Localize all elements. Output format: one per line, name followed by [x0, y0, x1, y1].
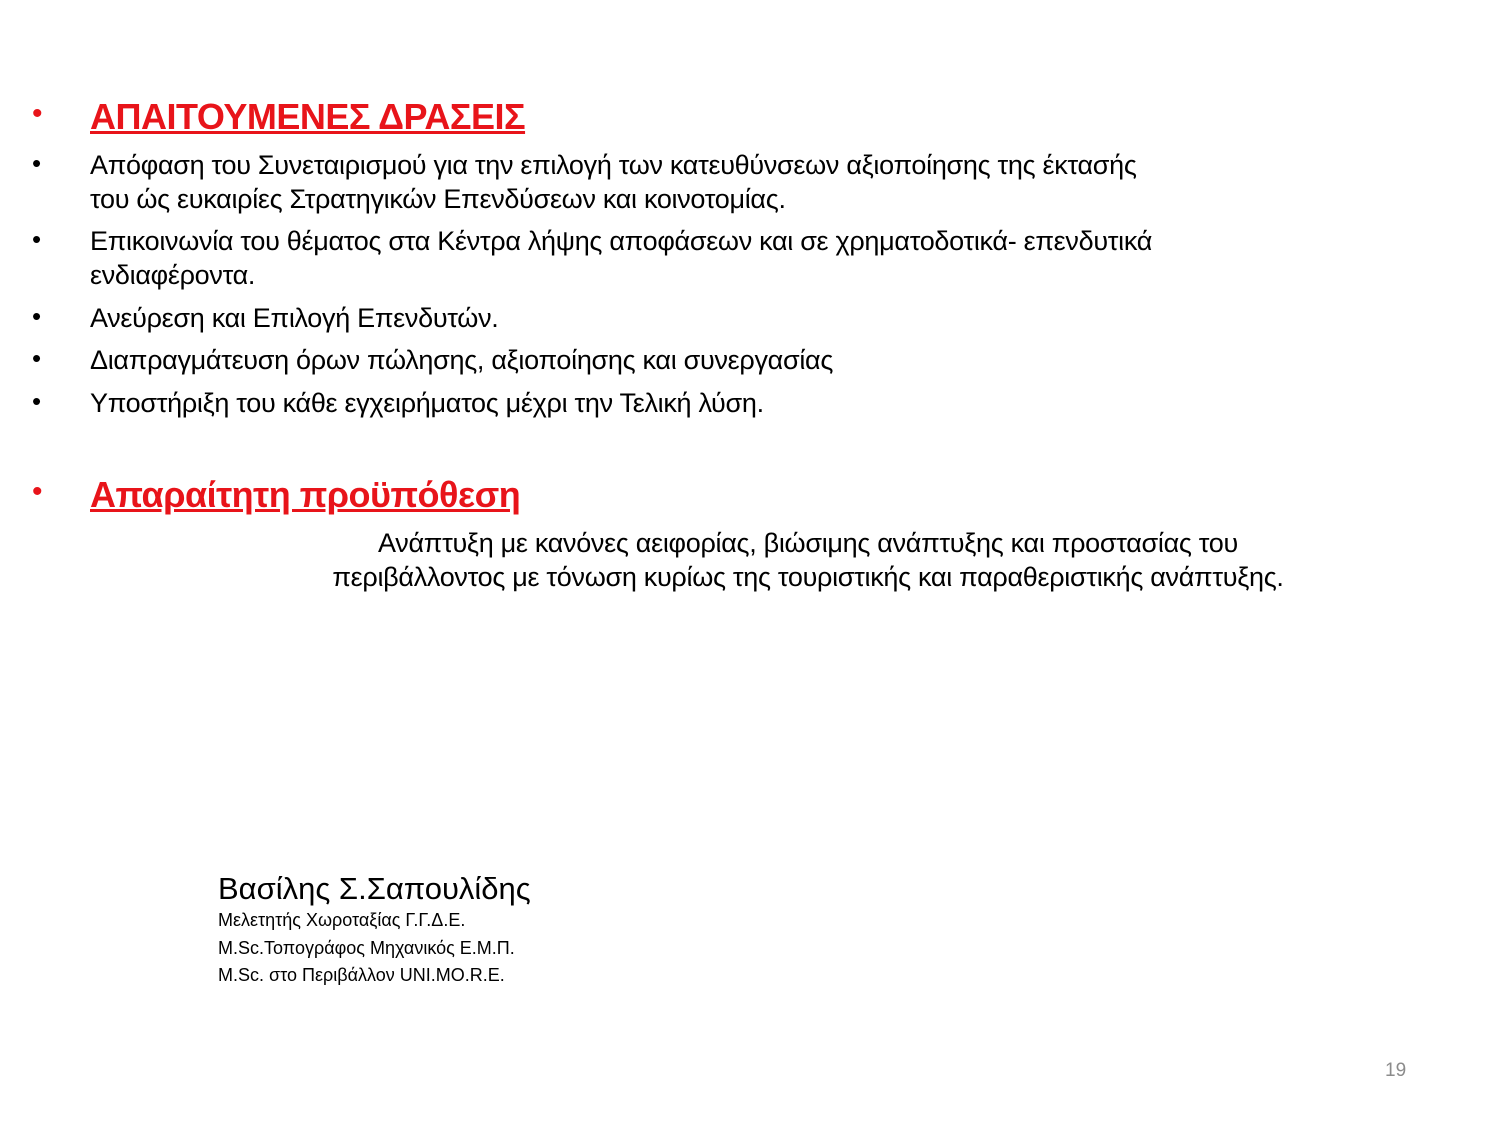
item-line: ενδιαφέροντα. [90, 260, 256, 290]
bullet-icon: • [32, 97, 43, 130]
item-line: Διαπραγμάτευση όρων πώλησης, αξιοποίησης και συνεργασίας [90, 345, 834, 375]
item-line: Επικοινωνία του θέματος στα Κέντρα λήψης αποφάσεων και σε χρηματοδοτικά- επενδυτικά [90, 226, 1153, 256]
bullet-icon: • [32, 343, 42, 373]
author-name: Βασίλης Σ.Σαπουλίδης [218, 871, 531, 906]
bullet-icon: • [32, 224, 42, 254]
signature-block [218, 871, 531, 990]
author-title: M.Sc. στο Περιβάλλον UNI.MO.R.E. [218, 965, 505, 985]
author-title: M.Sc.Τοπογράφος Μηχανικός Ε.Μ.Π. [218, 937, 515, 958]
bullet-icon: • [32, 301, 42, 331]
item-line: Υποστήριξη του κάθε εγχειρήματος μέχρι την Τελική λύση. [90, 388, 764, 418]
author-title: Μελετητής Χωροταξίας Γ.Γ.Δ.Ε. [218, 910, 466, 930]
prerequisite-text [213, 526, 1403, 594]
prerequisite-line: περιβάλλοντος με τόνωση κυρίως της τουριστικής και παραθεριστικής ανάπτυξης. [332, 562, 1284, 592]
item-line: Απόφαση του Συνεταιρισμού για την επιλογή των κατευθύνσεων αξιοποίησης της έκτασής [90, 150, 1137, 180]
heading-text: ΑΠΑΙΤΟΥΜΕΝΕΣ ΔΡΑΣΕΙΣ [90, 96, 526, 137]
page-number: 19 [1385, 1060, 1407, 1081]
item-line: του ώς ευκαιρίες Στρατηγικών Επενδύσεων και κοινοτομίας. [90, 184, 786, 214]
prerequisite-line: Ανάπτυξη με κανόνες αειφορίας, βιώσιμης ανάπτυξης και προστασίας του [378, 528, 1238, 558]
heading-text: Απαραίτητη προϋπόθεση [90, 474, 521, 515]
bullet-icon: • [32, 475, 43, 508]
bullet-icon: • [32, 386, 42, 416]
item-line: Ανεύρεση και Επιλογή Επενδυτών. [90, 303, 499, 333]
bullet-icon: • [32, 148, 42, 178]
